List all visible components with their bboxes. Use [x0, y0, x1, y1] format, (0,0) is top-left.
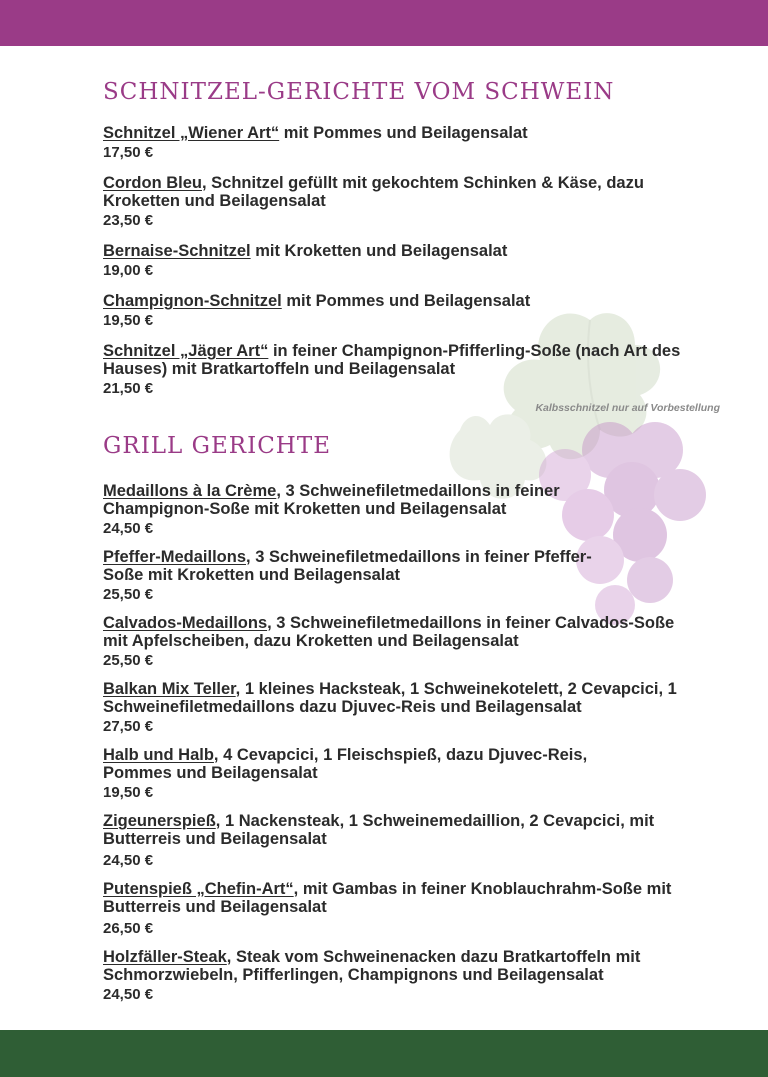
menu-item — [103, 242, 723, 280]
menu-item — [103, 124, 723, 162]
dish-description: , mit Gambas in feiner Knoblauchrahm-Soße mit Butterreis und Beilagensalat — [103, 880, 672, 916]
dish-price: 24,50 € — [103, 986, 154, 1003]
dish-description: , Schnitzel gefüllt mit gekochtem Schinken & Käse, dazu Kroketten und Beilagensalat — [103, 174, 644, 210]
menu-content — [103, 78, 723, 1014]
dish-description: , 3 Schweinefiletmedaillons in feiner Calvados-Soße mit Apfelscheiben, dazu Kroketten und Beilagensalat — [103, 614, 675, 650]
dish-price: 17,50 € — [103, 144, 154, 161]
menu-item — [103, 342, 703, 398]
dish-price: 23,50 € — [103, 212, 154, 229]
menu-item — [103, 948, 703, 1004]
dish-name: Balkan Mix Teller — [103, 680, 236, 698]
dish-description: in feiner Champignon-Pfifferling-Soße (nach Art des Hauses) mit Bratkartoffeln und Beilagensalat — [103, 342, 681, 378]
header-bar — [0, 0, 768, 46]
dish-description: mit Pommes und Beilagensalat — [281, 292, 531, 310]
dish-name: Champignon-Schnitzel — [103, 292, 282, 310]
menu-item — [103, 680, 713, 736]
menu-item — [103, 812, 693, 870]
dish-price: 24,50 € — [103, 520, 154, 537]
dish-price: 21,50 € — [103, 380, 154, 397]
dish-price: 26,50 € — [103, 920, 154, 937]
menu-item — [103, 174, 663, 230]
menu-item — [103, 292, 723, 330]
menu-item — [103, 482, 643, 538]
menu-item — [103, 880, 703, 938]
schnitzel-section — [103, 78, 723, 414]
dish-description: mit Kroketten und Beilagensalat — [250, 242, 508, 260]
section-title: SCHNITZEL-GERICHTE VOM SCHWEIN — [103, 79, 615, 105]
dish-description: , 1 kleines Hacksteak, 1 Schweinekotelett, 2 Cevapcici, 1 Schweinefiletmedaillons dazu Djuvec-Reis und Beilagensalat — [103, 680, 677, 716]
dish-description: , 3 Schweinefiletmedaillons in feiner Pfeffer-Soße mit Kroketten und Beilagensalat — [103, 548, 592, 584]
dish-description: , 3 Schweinefiletmedaillons in feiner Champignon-Soße mit Kroketten und Beilagensalat — [103, 482, 560, 518]
dish-name: Schnitzel „Jäger Art“ — [103, 342, 269, 360]
dish-name: Putenspieß „Chefin-Art“ — [103, 880, 294, 898]
footer-bar — [0, 1030, 768, 1077]
dish-description: , 1 Nackensteak, 1 Schweinemedaillion, 2 Cevapcici, mit Butterreis und Beilagensalat — [103, 812, 655, 848]
dish-price: 19,50 € — [103, 784, 154, 801]
dish-price: 25,50 € — [103, 652, 154, 669]
grill-section — [103, 432, 723, 1004]
dish-name: Cordon Bleu — [103, 174, 202, 192]
dish-name: Medaillons à la Crème — [103, 482, 277, 500]
dish-name: Halb und Halb — [103, 746, 214, 764]
dish-price: 25,50 € — [103, 586, 154, 603]
menu-item — [103, 548, 603, 604]
footnote: Kalbsschnitzel nur auf Vorbestellung — [535, 402, 720, 414]
dish-description: , 4 Cevapcici, 1 Fleischspieß, dazu Djuvec-Reis, Pommes und Beilagensalat — [103, 746, 588, 782]
dish-price: 27,50 € — [103, 718, 154, 735]
dish-description: mit Pommes und Beilagensalat — [279, 124, 528, 142]
dish-description: , Steak vom Schweinenacken dazu Bratkartoffeln mit Schmorzwiebeln, Pfifferlingen, Champignons und Beilagensalat — [103, 948, 641, 984]
dish-price: 24,50 € — [103, 852, 154, 869]
dish-name: Calvados-Medaillons — [103, 614, 268, 632]
menu-item — [103, 614, 703, 670]
dish-price: 19,50 € — [103, 312, 154, 329]
dish-name: Holzfäller-Steak — [103, 948, 227, 966]
dish-name: Pfeffer-Medaillons — [103, 548, 247, 566]
menu-item — [103, 746, 643, 802]
dish-name: Bernaise-Schnitzel — [103, 242, 251, 260]
dish-price: 19,00 € — [103, 262, 154, 279]
dish-name: Schnitzel „Wiener Art“ — [103, 124, 280, 142]
section-title: GRILL GERICHTE — [103, 433, 331, 459]
dish-name: Zigeunerspieß — [103, 812, 216, 830]
